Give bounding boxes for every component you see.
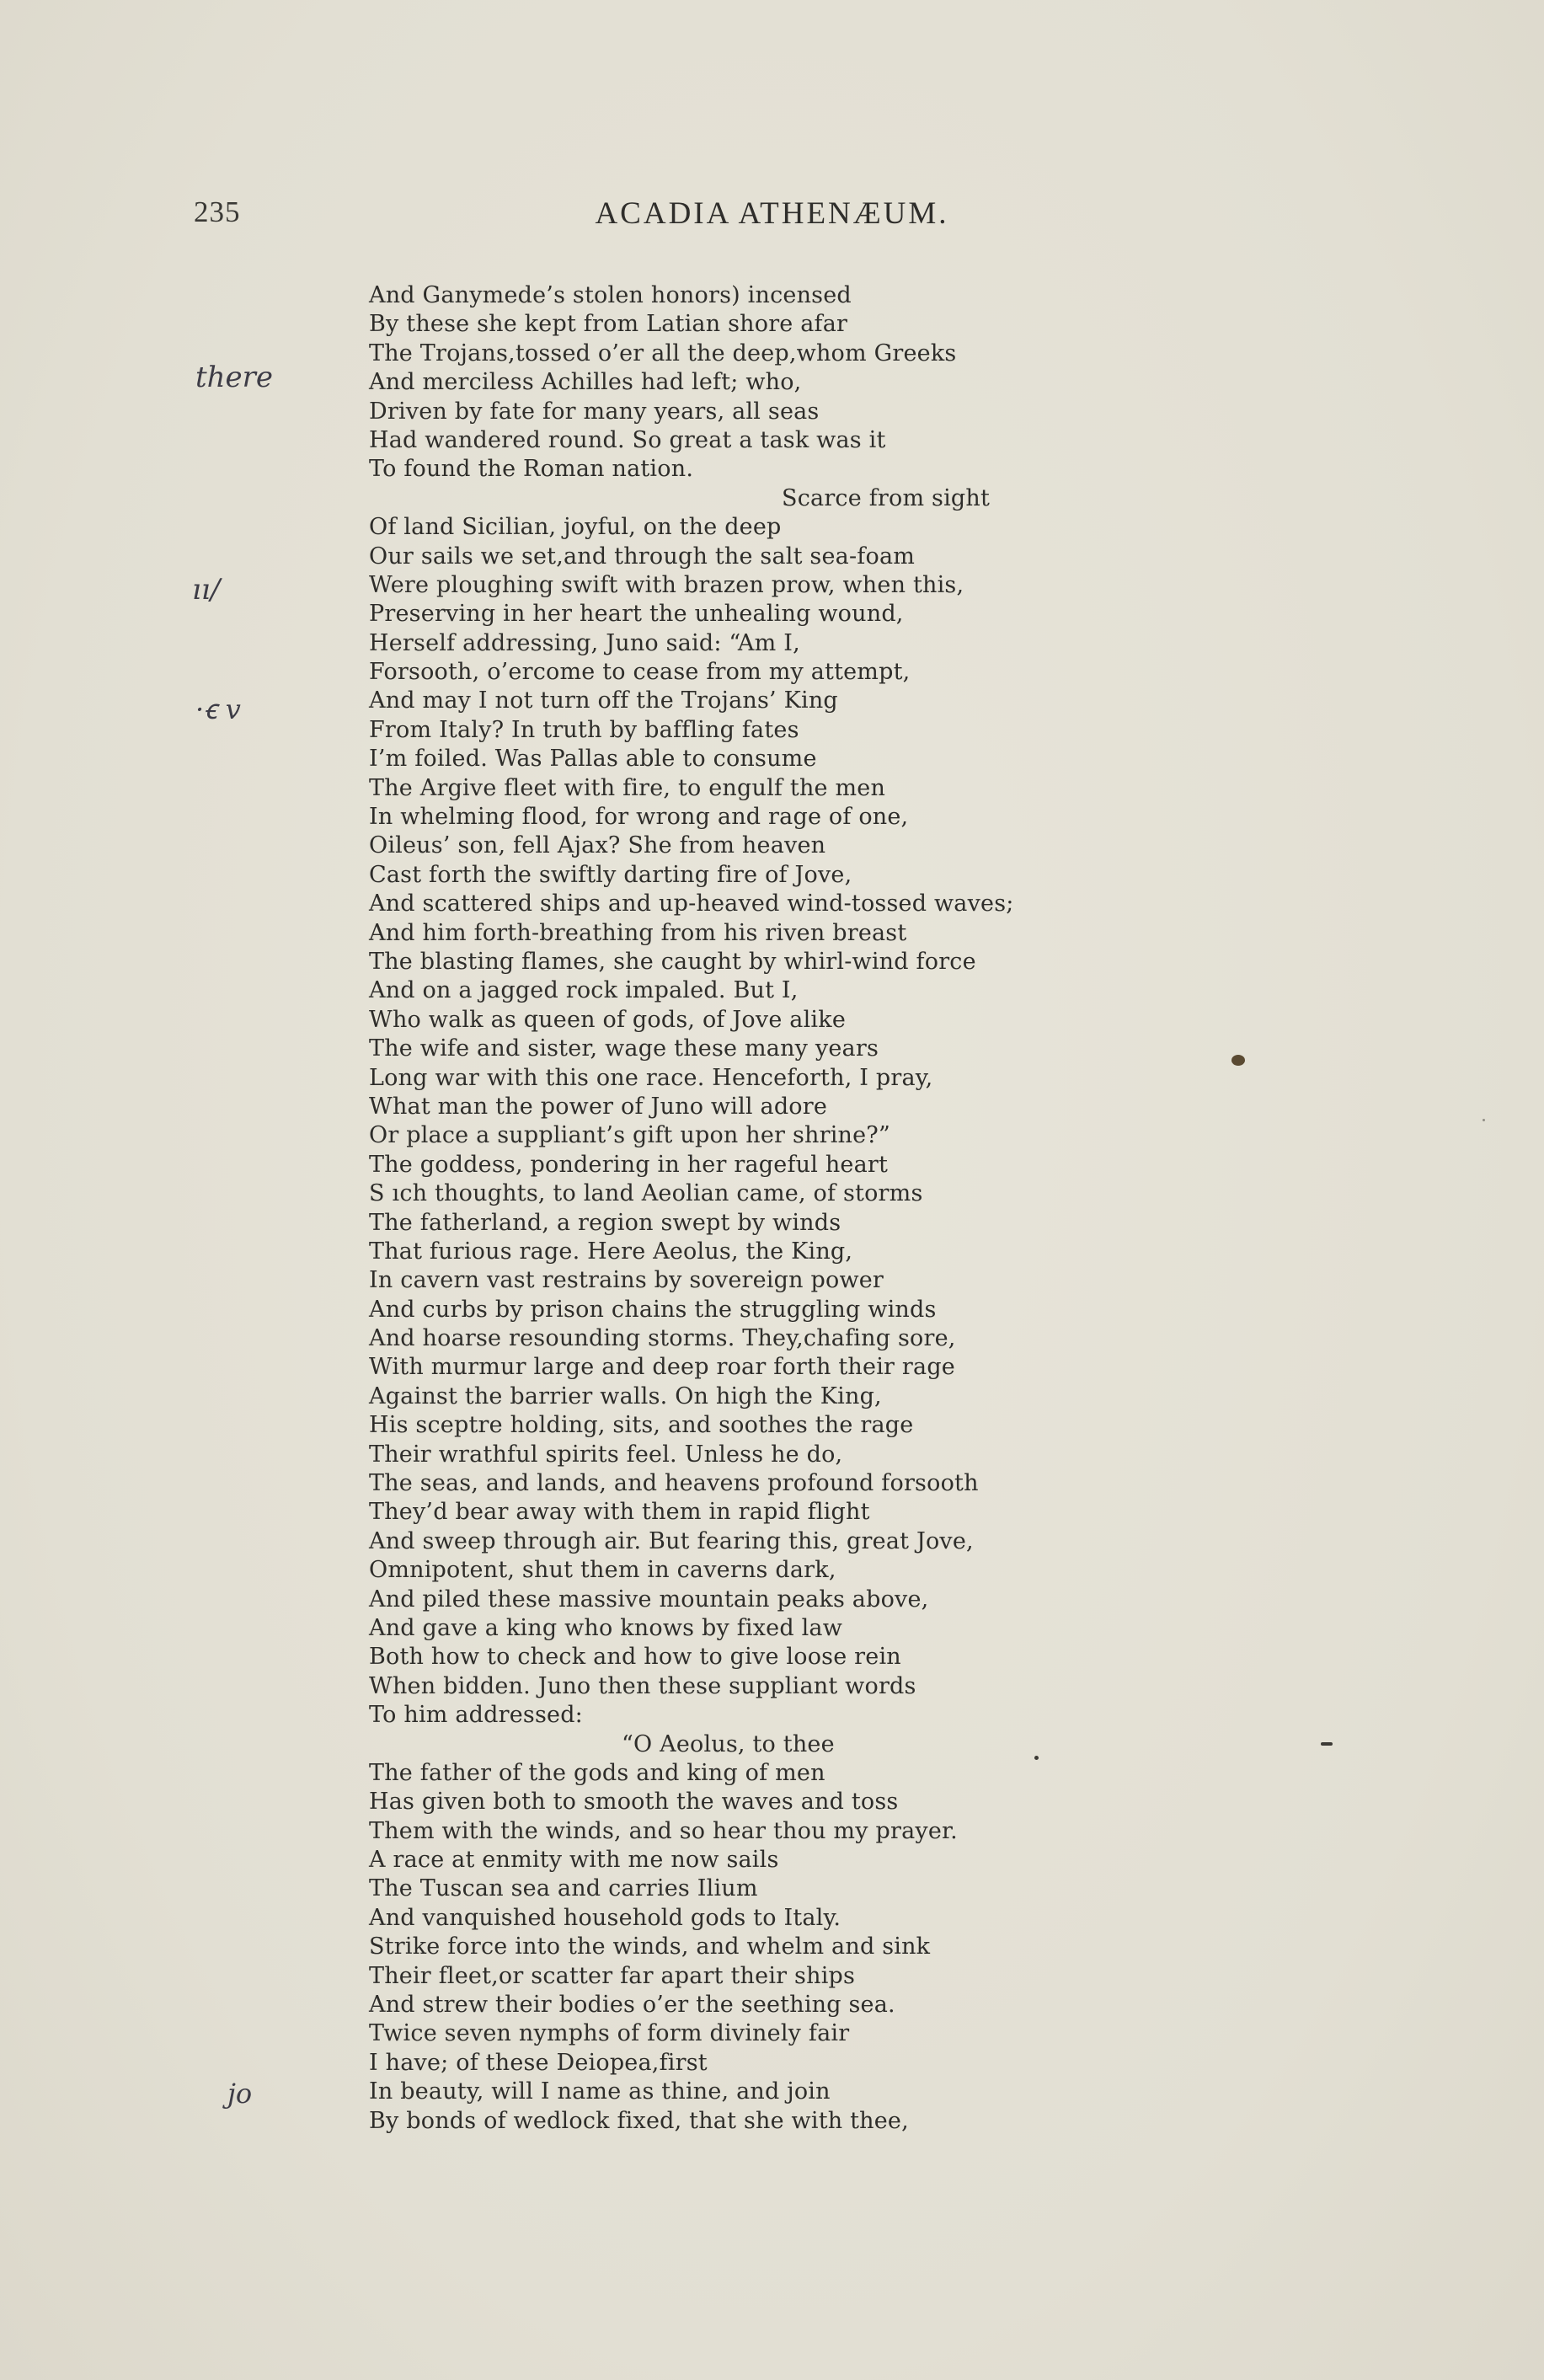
poem-line: Them with the winds, and so hear thou my prayer.: [369, 1817, 958, 1844]
poem-line: The Tuscan sea and carries Ilium: [369, 1875, 758, 1902]
poem-line: And on a jagged rock impaled. But I,: [369, 977, 799, 1004]
poem-line: Against the barrier walls. On high the King,: [369, 1383, 882, 1409]
margin-annotation: jo: [227, 2078, 253, 2110]
poem-line: Preserving in her heart the unhealing wound,: [369, 601, 904, 628]
poem-line: Cast forth the swiftly darting fire of Jove,: [369, 861, 852, 888]
poem-line: S ıch thoughts, to land Aeolian came, of storms: [369, 1180, 923, 1207]
poem-line: The fatherland, a region swept by winds: [369, 1209, 841, 1236]
poem-line: What man the power of Juno will adore: [369, 1093, 828, 1120]
poem-line: Both how to check and how to give loose rein: [369, 1644, 901, 1671]
poem-line: And may I not turn off the Trojans’ King: [369, 687, 838, 714]
poem-line: Forsooth, o’ercome to cease from my attempt,: [369, 659, 911, 686]
poem-line: I have; of these Deiopea,first: [369, 2049, 708, 2076]
poem-line: Our sails we set,and through the salt sea-foam: [369, 543, 916, 570]
poem-line: To found the Roman nation.: [369, 456, 694, 483]
poem-line: And curbs by prison chains the struggling winds: [369, 1296, 937, 1323]
poem-line: Or place a suppliant’s gift upon her shrine?”: [369, 1122, 890, 1149]
poem-line: Omnipotent, shut them in caverns dark,: [369, 1557, 836, 1584]
poem-line: The wife and sister, wage these many years: [369, 1035, 879, 1062]
poem-line: And Ganymede’s stolen honors) incensed: [369, 282, 852, 308]
ink-mark: [1321, 1742, 1333, 1746]
ink-dot: [1483, 1119, 1485, 1121]
poem-line: The blasting flames, she caught by whirl-wind force: [369, 948, 976, 975]
poem-line: The Trojans,tossed o’er all the deep,whom Greeks: [369, 340, 957, 366]
running-head: ACADIA ATHENÆUM.: [595, 196, 949, 231]
poem-line: And vanquished household gods to Italy.: [369, 1904, 841, 1931]
poem-line: Had wandered round. So great a task was it: [369, 426, 886, 453]
margin-annotation: there: [195, 361, 274, 394]
poem-line: That furious rage. Here Aeolus, the King,: [369, 1238, 853, 1265]
poem-line: And strew their bodies o’er the seething sea.: [369, 1992, 895, 2019]
poem-line: The father of the gods and king of men: [369, 1759, 825, 1786]
poem-line: Has given both to smooth the waves and toss: [369, 1789, 899, 1816]
poem-line: Oileus’ son, fell Ajax? She from heaven: [369, 832, 826, 859]
poem-line: Of land Sicilian, joyful, on the deep: [369, 514, 782, 541]
poem-line: And scattered ships and up-heaved wind-tossed waves;: [369, 890, 1014, 917]
poem-line: By bonds of wedlock fixed, that she with thee,: [369, 2107, 909, 2134]
poem-line: And piled these massive mountain peaks above,: [369, 1586, 929, 1613]
poem-line: Driven by fate for many years, all seas: [369, 398, 820, 425]
poem-line: The Argive fleet with fire, to engulf the men: [369, 774, 886, 801]
ink-blot: [1231, 1055, 1245, 1066]
poem-line: Herself addressing, Juno said: “Am I,: [369, 629, 800, 656]
margin-annotation: ıı/: [192, 573, 221, 607]
poem-line: Long war with this one race. Henceforth, I pray,: [369, 1064, 933, 1091]
poem-line: When bidden. Juno then these suppliant words: [369, 1672, 916, 1699]
poem-line: In whelming flood, for wrong and rage of one,: [369, 804, 909, 831]
poem-line: His sceptre holding, sits, and soothes the rage: [369, 1412, 914, 1439]
poem-line: I’m foiled. Was Pallas able to consume: [369, 746, 817, 773]
poem-line: And merciless Achilles had left; who,: [369, 369, 802, 396]
poem-line: Strike force into the winds, and whelm and sink: [369, 1933, 931, 1960]
poem-line: Were ploughing swift with brazen prow, when this,: [369, 571, 964, 598]
poem-line: With murmur large and deep roar forth their rage: [369, 1354, 955, 1381]
poem-line: Who walk as queen of gods, of Jove alike: [369, 1006, 847, 1033]
poem-line: And sweep through air. But fearing this, great Jove,: [369, 1527, 974, 1554]
poem-line: They’d bear away with them in rapid flight: [369, 1499, 870, 1526]
page-number: 235: [194, 195, 241, 228]
poem-body: [369, 281, 1211, 2136]
poem-line: In cavern vast restrains by sovereign power: [369, 1267, 884, 1294]
poem-line: And him forth-breathing from his riven breast: [369, 919, 907, 946]
poem-line: From Italy? In truth by baffling fates: [369, 716, 799, 743]
margin-annotation: ·ꞓ v: [195, 693, 241, 725]
ink-dot: [1034, 1756, 1039, 1760]
poem-line: By these she kept from Latian shore afar: [369, 311, 848, 338]
poem-line: And gave a king who knows by fixed law: [369, 1614, 843, 1641]
poem-line: Scarce from sight: [782, 484, 991, 511]
poem-line: And hoarse resounding storms. They,chafing sore,: [369, 1325, 956, 1352]
poem-line: In beauty, will I name as thine, and join: [369, 2078, 831, 2105]
poem-line: The goddess, pondering in her rageful heart: [369, 1151, 889, 1178]
poem-line: The seas, and lands, and heavens profound forsooth: [369, 1470, 979, 1497]
poem-line: To him addressed:: [369, 1702, 583, 1729]
poem-line: “O Aeolus, to thee: [622, 1730, 835, 1757]
poem-line: Their fleet,or scatter far apart their ships: [369, 1962, 856, 1989]
poem-line: Their wrathful spirits feel. Unless he do,: [369, 1441, 843, 1468]
poem-line: Twice seven nymphs of form divinely fair: [369, 2020, 850, 2047]
poem-line: A race at enmity with me now sails: [369, 1847, 779, 1874]
